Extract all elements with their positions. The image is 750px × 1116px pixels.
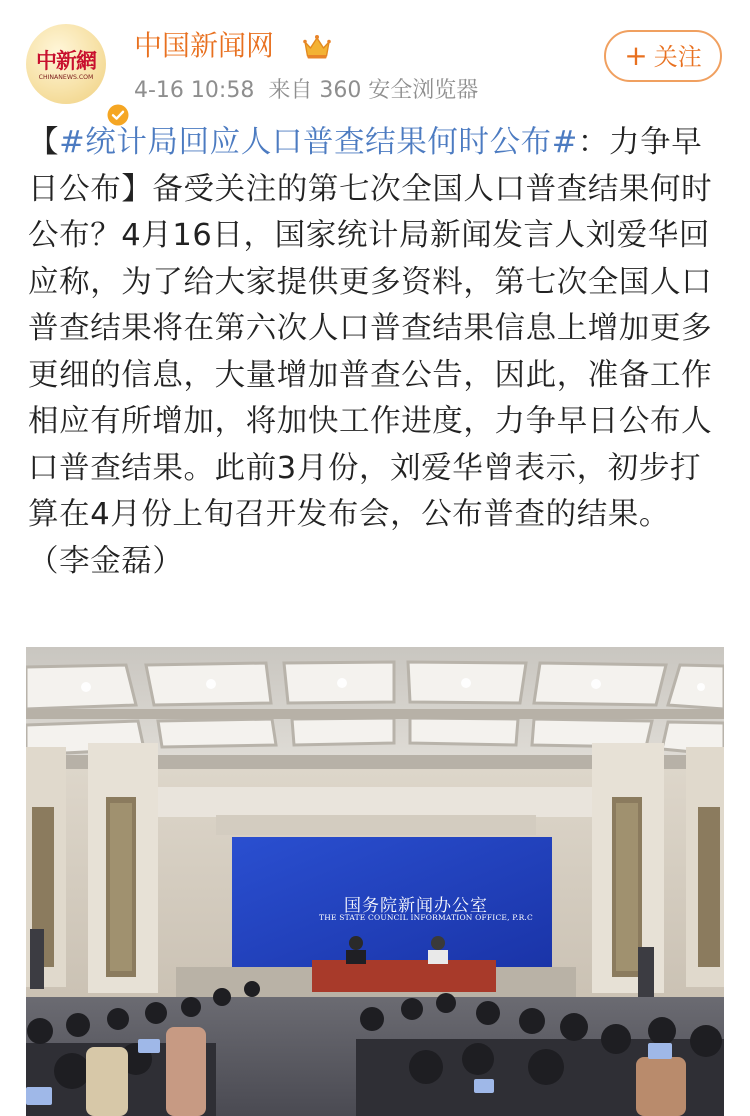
chinanews-logo-icon [26, 24, 106, 104]
post-text [28, 120, 722, 585]
follow-button[interactable] [604, 30, 722, 82]
wall-frieze [146, 787, 606, 817]
plus-icon: + [624, 39, 648, 72]
post-source[interactable]: 来自 360 安全浏览器 [268, 78, 479, 103]
svg-text:CHINANEWS.COM: CHINANEWS.COM [38, 74, 94, 81]
follow-label: 关注 [653, 43, 702, 71]
stage-sign-english: THE STATE COUNCIL INFORMATION OFFICE, P.R.C [319, 913, 533, 922]
press-conference-photo [26, 647, 724, 1116]
headline-rest: ：力争早日公布 [28, 125, 703, 207]
hashtag-link[interactable]: #统计局回应人口普查结果何时公布# [59, 125, 578, 160]
svg-text:中新網: 中新網 [36, 48, 96, 73]
post-photo[interactable] [26, 647, 724, 1116]
account-name[interactable]: 中国新闻网 [134, 29, 275, 62]
post-header [0, 0, 750, 120]
screen-header [216, 815, 536, 835]
post-time: 4-16 10:58 [134, 78, 255, 103]
post-meta [134, 77, 478, 105]
headline-bracket-close: 】 [121, 171, 153, 207]
avatar[interactable] [26, 24, 106, 104]
headline-bracket-open: 【 [28, 125, 60, 160]
crown-icon [302, 33, 332, 61]
post-body: 备受关注的第七次全国人口普查结果何时公布？4月16日，国家统计局新闻发言人刘爱华回应称，为了给大家提供更多资料，第七次全国人口普查结果将在第六次人口普查结果信息上增加更多更细的信息，大量增加普查公告，因此，准备工作相应有所增加，将加快工作进度，力争早日公布人口普查结果。此前3月份，刘爱华曾表示，初步打算在4月份上旬召开发布会，公布普查的结果。 [28, 171, 713, 532]
stage-sign-chinese: 国务院新闻办公室 [344, 896, 488, 916]
podium-table [312, 960, 496, 992]
post-byline: （李金磊） [28, 543, 184, 579]
